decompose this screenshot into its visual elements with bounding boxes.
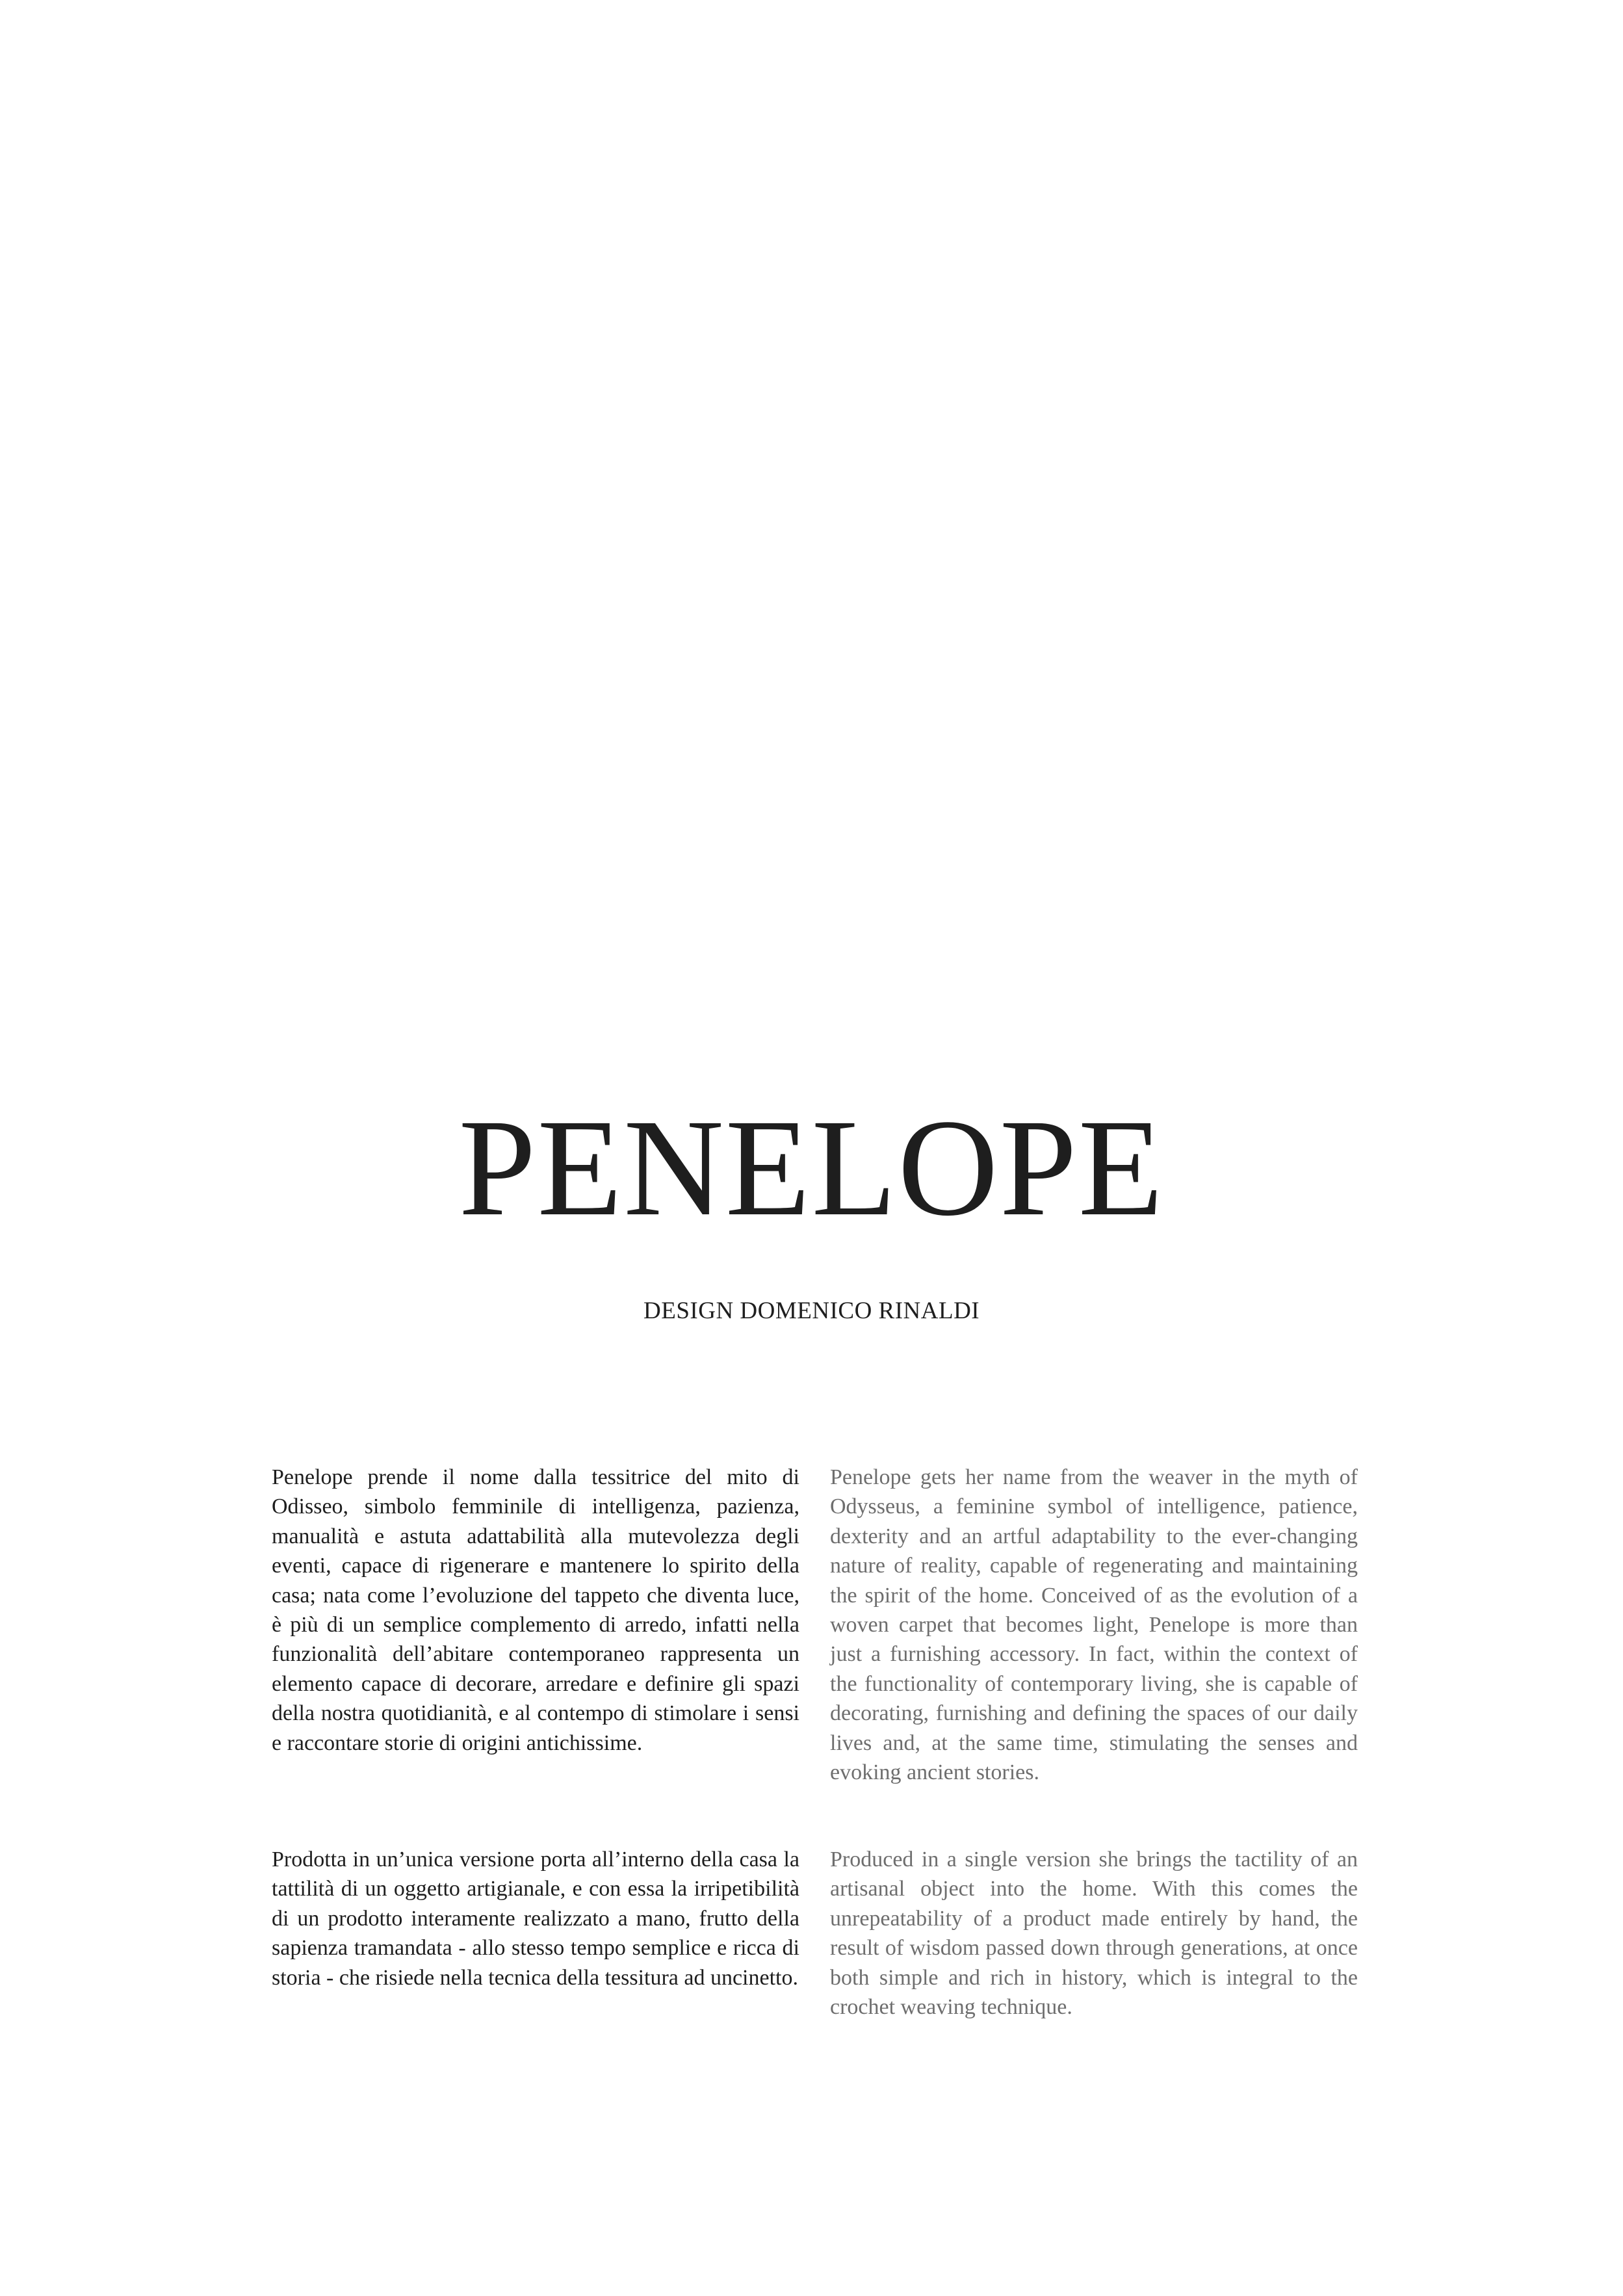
italian-column-paragraph-1 — [272, 1463, 799, 1758]
page-title: PENELOPE — [458, 1091, 1165, 1245]
english-paragraph-2: Produced in a single version she brings the tactility of an artisanal object into the home. With this comes the unrepeatability of a product made entirely by hand, the result of wisdom passed down through generations, at once both simple and rich in history, which is integral to the crochet weaving technique. — [830, 1847, 1358, 2020]
english-column-paragraph-1 — [830, 1463, 1358, 1787]
english-column-paragraph-2 — [830, 1845, 1358, 2022]
italian-paragraph-1: Penelope prende il nome dalla tessitrice del mito di Odisseo, simbolo femminile di intelligenza, pazienza, manualità e astuta adattabilità alla mutevolezza degli eventi, capace di rigenerare e mantenere lo spirito della casa; nata come l’evoluzione del tappeto che diventa luce, è più di un semplice complemento di arredo, infatti nella funzionalità dell’abitare contemporaneo rappresenta un elemento capace di decorare, arredare e definire gli spazi della nostra quotidianità, e al contempo di stimolare i sensi e raccontare storie di origini antichissime. — [272, 1465, 799, 1755]
english-paragraph-1: Penelope gets her name from the weaver in the myth of Odysseus, a feminine symbol of intelligence, patience, dexterity and an artful adaptability to the ever-changing nature of reality, capable of regenerating and maintaining the spirit of the home. Conceived of as the evolution of a woven carpet that becomes light, Penelope is more than just a furnishing accessory. In fact, within the context of the functionality of contemporary living, she is capable of decorating, furnishing and defining the spaces of our daily lives and, at the same time, stimulating the senses and evoking ancient stories. — [830, 1465, 1358, 1785]
italian-column-paragraph-2 — [272, 1845, 799, 1992]
italian-paragraph-2: Prodotta in un’unica versione porta all’interno della casa la tattilità di un oggetto artigianale, e con essa la irripetibilità di un prodotto interamente realizzato a mano, frutto della sapienza tramandata - allo stesso tempo semplice e ricca di storia - che risiede nella tecnica della tessitura ad uncinetto. — [272, 1847, 799, 1990]
designer-credit: DESIGN DOMENICO RINALDI — [643, 1298, 980, 1324]
